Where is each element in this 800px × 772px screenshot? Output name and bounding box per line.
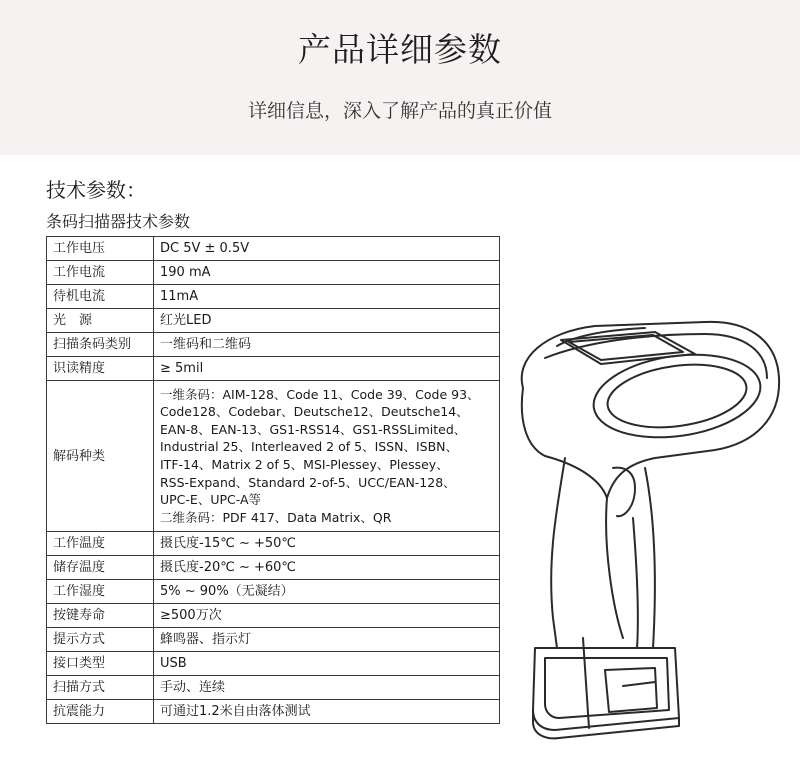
spec-value: 一维码和二维码	[154, 333, 500, 357]
section-title: 技术参数：	[46, 178, 146, 202]
decode-line: Code128、Codebar、Deutsche12、Deutsche14、	[160, 404, 469, 420]
spec-value: USB	[154, 652, 500, 676]
spec-label: 抗震能力	[47, 700, 154, 724]
decode-line: 二维条码：PDF 417、Data Matrix、QR	[160, 509, 392, 525]
spec-value: ≥ 5mil	[154, 357, 500, 381]
table-row	[47, 556, 500, 580]
decode-line: ITF-14、Matrix 2 of 5、MSI-Plessey、Plessey、	[160, 457, 449, 472]
spec-table	[46, 236, 500, 724]
decode-line: EAN-8、EAN-13、GS1-RSS14、GS1-RSSLimited、	[160, 421, 467, 437]
page-subtitle: 详细信息，深入了解产品的真正价值	[247, 100, 552, 122]
decode-line: RSS-Expand、Standard 2-of-5、UCC/EAN-128、	[160, 474, 456, 490]
spec-label: 工作温度	[47, 532, 154, 556]
spec-label: 扫描方式	[47, 676, 154, 700]
table-row	[47, 652, 500, 676]
spec-value: 5% ~ 90%（无凝结）	[154, 580, 500, 604]
table-row	[47, 700, 500, 724]
spec-value: 190 mA	[154, 261, 500, 285]
table-row	[47, 580, 500, 604]
spec-value: 摄氏度-20℃ ~ +60℃	[154, 556, 500, 580]
spec-value: 蜂鸣器、指示灯	[154, 628, 500, 652]
table-title: 条码扫描器技术参数	[46, 212, 191, 231]
spec-value: 摄氏度-15℃ ~ +50℃	[154, 532, 500, 556]
table-row	[47, 676, 500, 700]
table-row	[47, 381, 500, 532]
table-row	[47, 532, 500, 556]
spec-label: 接口类型	[47, 652, 154, 676]
spec-label: 识读精度	[47, 357, 154, 381]
hero-banner	[0, 0, 800, 155]
spec-value: 可通过1.2米自由落体测试	[154, 700, 500, 724]
decode-line: UPC-E、UPC-A等	[160, 492, 262, 508]
spec-label: 按键寿命	[47, 604, 154, 628]
spec-label: 工作湿度	[47, 580, 154, 604]
table-row	[47, 237, 500, 261]
decode-line: 一维条码：AIM-128、Code 11、Code 39、Code 93、	[160, 386, 480, 402]
spec-value: ≥500万次	[154, 604, 500, 628]
table-row	[47, 309, 500, 333]
spec-value: 红光LED	[154, 309, 500, 333]
barcode-scanner-illustration	[505, 318, 785, 748]
table-row	[47, 285, 500, 309]
spec-label: 光 源	[47, 309, 154, 333]
spec-value: 11mA	[154, 285, 500, 309]
spec-label: 储存温度	[47, 556, 154, 580]
spec-label: 工作电压	[47, 237, 154, 261]
spec-value: 手动、连续	[154, 676, 500, 700]
spec-label: 提示方式	[47, 628, 154, 652]
spec-label: 扫描条码类别	[47, 333, 154, 357]
table-row	[47, 261, 500, 285]
decode-line: Industrial 25、Interleaved 2 of 5、ISSN、ISBN、	[160, 439, 459, 455]
page-title: 产品详细参数	[298, 30, 502, 69]
table-row	[47, 357, 500, 381]
spec-label: 工作电流	[47, 261, 154, 285]
table-row	[47, 333, 500, 357]
table-row	[47, 604, 500, 628]
spec-value: DC 5V ± 0.5V	[154, 237, 500, 261]
spec-value-decode-list	[154, 381, 500, 532]
table-row	[47, 628, 500, 652]
spec-label: 待机电流	[47, 285, 154, 309]
spec-label: 解码种类	[47, 381, 154, 532]
